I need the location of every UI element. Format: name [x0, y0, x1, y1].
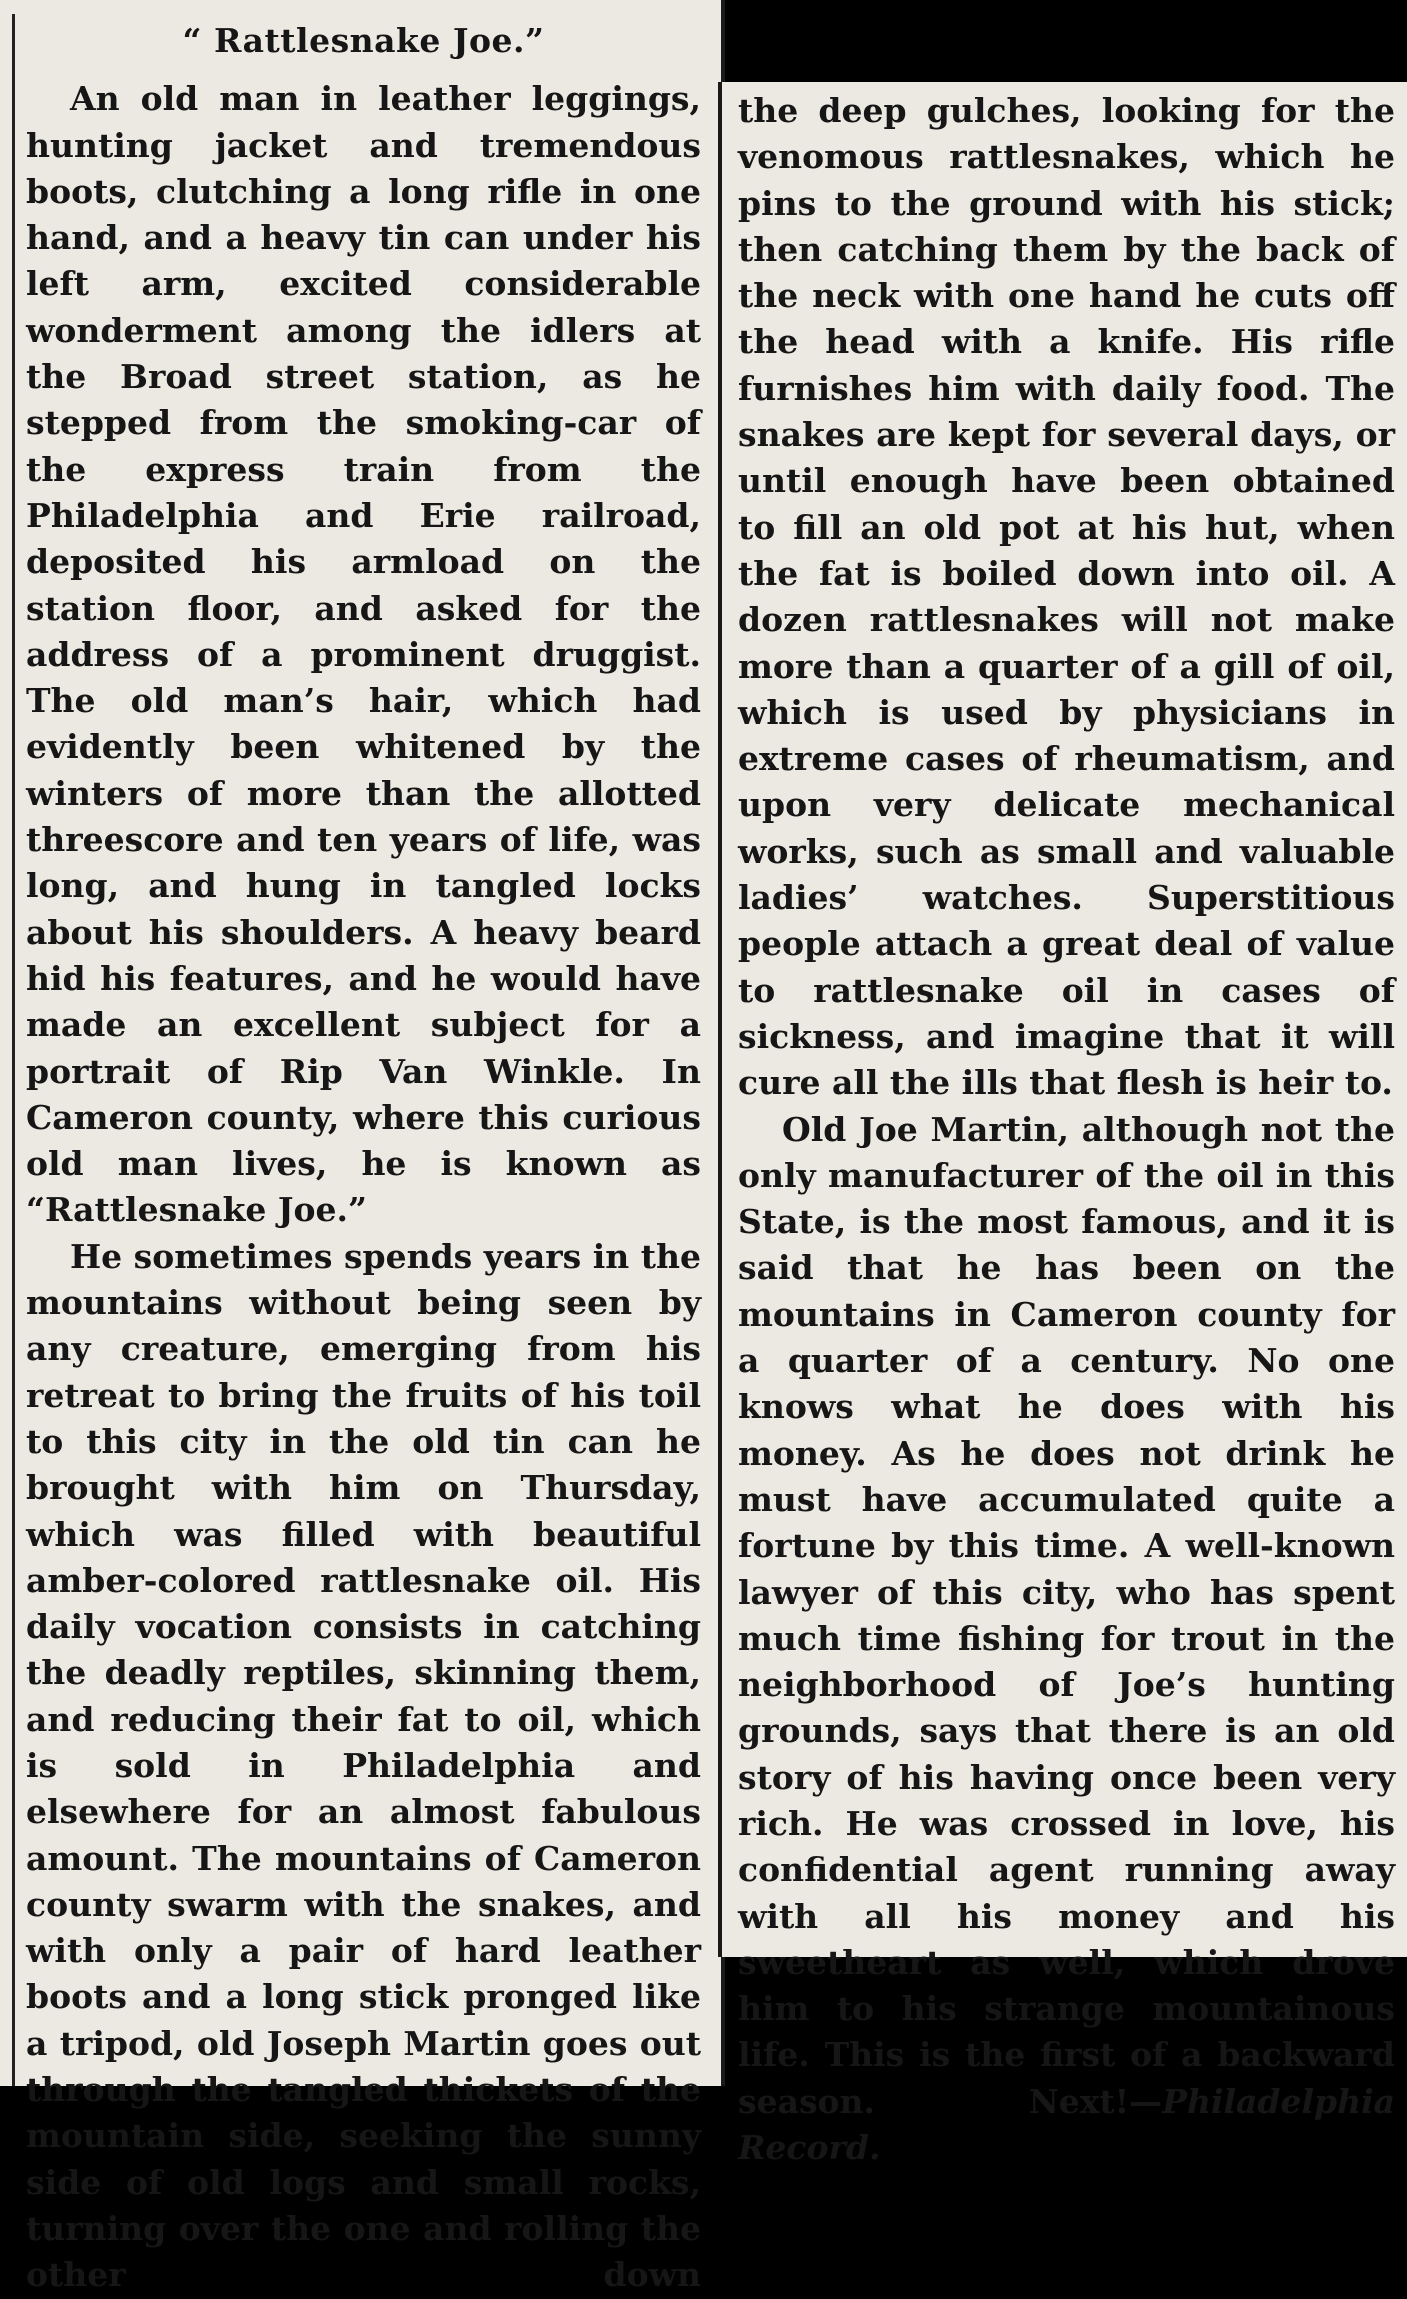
paragraph-3-text: Old Joe Martin, although not the only manufacturer of the oil in this State, is the most famous, and it is said that he has been on the mountains in Cameron county for a quarter of a century. No one knows what he does with his money. As he does not drink he must have accumulated quite a fortune by this time. A well-known lawyer of this city, who has spent much time fishing for trout in the neighborhood of Joe’s hunting grounds, says that there is an old story of his having once been very rich. He was crossed in love, his confidential agent running away with all his money and his sweetheart as well, which drove him to his strange mountainous life. This is the first of a backward season. Next!—: [738, 1109, 1395, 2121]
paragraph-1: An old man in leather leggings, hunting jacket and tremendous boots, clutching a long rifle in one hand, and a heavy tin can under his left arm, excited considerable wonderment among the idlers at the Broad street station, as he stepped from the smoking-car of the express train from the Philadelphia and Erie railroad, deposited his armload on the station floor, and asked for the address of a prominent druggist. The old man’s hair, which had evidently been whitened by the winters of more than the allotted threescore and ten years of life, was long, and hung in tangled locks about his shoulders. A heavy beard hid his features, and he would have made an excellent subject for a portrait of Rip Van Winkle. In Cameron county, where this curious old man lives, he is known as “Rattlesnake Joe.”: [26, 79, 701, 1230]
right-column: [718, 82, 1407, 2168]
article-headline: “ Rattlesnake Joe.”: [182, 21, 545, 60]
paragraph-3: [738, 1107, 1395, 2172]
paragraph-2: He sometimes spends years in the mountains without being seen by any creature, emerging from his retreat to bring the fruits of his toil to this city in the old tin can he brought with him on Thursday, which was filled with beautiful amber-colored rattlesnake oil. His daily vocation consists in catching the deadly reptiles, skinning them, and reducing their fat to oil, which is sold in Philadelphia and elsewhere for an almost fabulous amount. The mountains of Cameron county swarm with the snakes, and with only a pair of hard leather boots and a long stick pronged like a tripod, old Joseph Martin goes out through the tangled thickets of the mountain side, seeking the sunny side of old logs and small rocks, turning over the one and rolling the other down: [26, 1236, 701, 2295]
source-credit: Philadelphia Record.: [738, 2081, 1395, 2168]
paragraph-2-continued: the deep gulches, looking for the venomous rattlesnakes, which he pins to the ground with his stick; then catching them by the back of the neck with one hand he cuts off the head with a knife. His rifle furnishes him with daily food. The snakes are kept for several days, or until enough have been obtained to fill an old pot at his hut, when the fat is boiled down into oil. A dozen rattlesnakes will not make more than a quarter of a gill of oil, which is used by physicians in extreme cases of rheumatism, and upon very delicate mechanical works, such as small and valuable ladies’ watches. Superstitious people attach a great deal of value to rattlesnake oil in cases of sickness, and imagine that it will cure all the ills that flesh is heir to.: [738, 91, 1395, 1103]
